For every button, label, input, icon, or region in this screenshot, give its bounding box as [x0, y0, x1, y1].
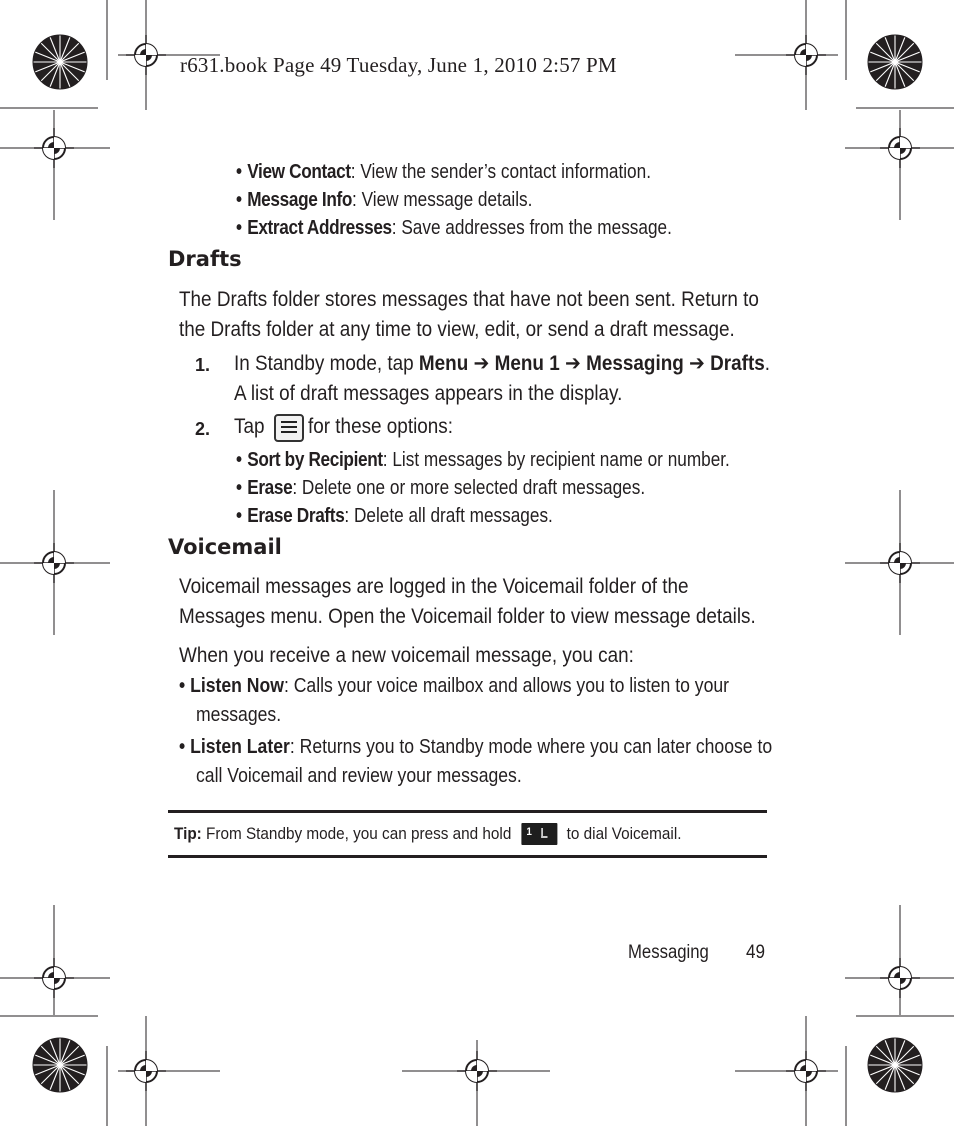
bullet-term: Erase	[247, 477, 293, 499]
bullet-desc-cont: call Voicemail and review your messages.	[196, 765, 522, 787]
bullet-term: Listen Later	[190, 736, 290, 758]
drafts-step-2-text: Tap	[234, 415, 265, 438]
tip-text: Tip: From Standby mode, you can press and hold 1 to dial Voicemail.	[174, 824, 682, 843]
step-2-tail: for these options:	[308, 415, 453, 438]
drafts-intro: The Drafts folder stores messages that have not been sent. Return to the Drafts folder at any time to view, edit, or send a draft message.	[179, 288, 759, 341]
page-number: 49	[746, 942, 766, 963]
menu-path-item: Menu 1	[494, 352, 560, 375]
drafts-step-1	[195, 350, 210, 380]
bullet-desc: : List messages by recipient name or number.	[382, 449, 730, 471]
bullet-term: Erase Drafts	[247, 505, 345, 527]
list-item: • Erase: Delete one or more selected draft messages.	[236, 477, 646, 499]
bullet-desc: : Save addresses from the message.	[391, 217, 672, 239]
bullet-term: Extract Addresses	[247, 217, 392, 239]
step-number: 2.	[195, 419, 211, 439]
bullet-desc: : Delete one or more selected draft messages.	[292, 477, 646, 499]
bullet-desc: : Delete all draft messages.	[344, 505, 553, 527]
bullet-desc: : Calls your voice mailbox and allows you to listen to your	[283, 675, 730, 697]
voicemail-heading: Voicemail	[168, 535, 282, 559]
bullet-term: Listen Now	[190, 675, 284, 697]
menu-path-item: Menu	[418, 352, 469, 375]
bullet-desc: : View message details.	[352, 189, 533, 211]
bullet-term: View Contact	[247, 161, 351, 183]
bullet-desc: : View the sender’s contact information.	[350, 161, 651, 183]
drafts-heading: Drafts	[168, 247, 242, 271]
footer-section: Messaging	[628, 942, 709, 963]
list-item: • Listen Later: Returns you to Standby mode where you can later choose to	[179, 736, 773, 758]
step-number: 1.	[195, 355, 211, 375]
voicemail-when-text: When you receive a new voicemail message, you can:	[179, 644, 634, 667]
right-arrow-icon: ➔	[565, 352, 581, 375]
list-item: • View Contact: View the sender’s contact information.	[236, 161, 651, 183]
list-item: • Extract Addresses: Save addresses from the message.	[236, 217, 672, 239]
menu-path-item: Messaging	[586, 352, 684, 375]
top-bullet-list	[236, 158, 743, 242]
list-item: • Message Info: View message details.	[236, 189, 533, 211]
right-arrow-icon: ➔	[689, 352, 705, 375]
drafts-step-2	[195, 414, 210, 444]
bullet-desc: : Returns you to Standby mode where you can later choose to	[289, 736, 773, 758]
drafts-options-list	[236, 446, 810, 530]
list-item: • Erase Drafts: Delete all draft messages.	[236, 505, 553, 527]
list-item: • Listen Now: Calls your voice mailbox and allows you to listen to your	[179, 675, 730, 697]
menu-path-item: Drafts	[710, 352, 765, 375]
list-menu-icon	[274, 414, 304, 442]
bullet-term: Sort by Recipient	[247, 449, 383, 471]
list-item: • Sort by Recipient: List messages by recipient name or number.	[236, 449, 730, 471]
drafts-step-1-text: In Standby mode, tap Menu ➔ Menu 1 ➔ Messaging ➔ Drafts. A list of draft messages appears in the display.	[234, 352, 771, 405]
voicemail-intro: Voicemail messages are logged in the Voicemail folder of the Messages menu. Open the Voicemail folder to view message details.	[179, 575, 756, 628]
print-slug: r631.book Page 49 Tuesday, June 1, 2010 2:57 PM	[180, 53, 617, 77]
tip-box	[168, 810, 767, 858]
voicemail-options-list	[179, 672, 853, 791]
tip-label: Tip:	[174, 824, 202, 843]
bullet-desc-cont: messages.	[196, 704, 282, 726]
voicemail-key-icon: 1	[521, 823, 557, 845]
right-arrow-icon: ➔	[473, 352, 490, 375]
bullet-term: Message Info	[247, 189, 353, 211]
